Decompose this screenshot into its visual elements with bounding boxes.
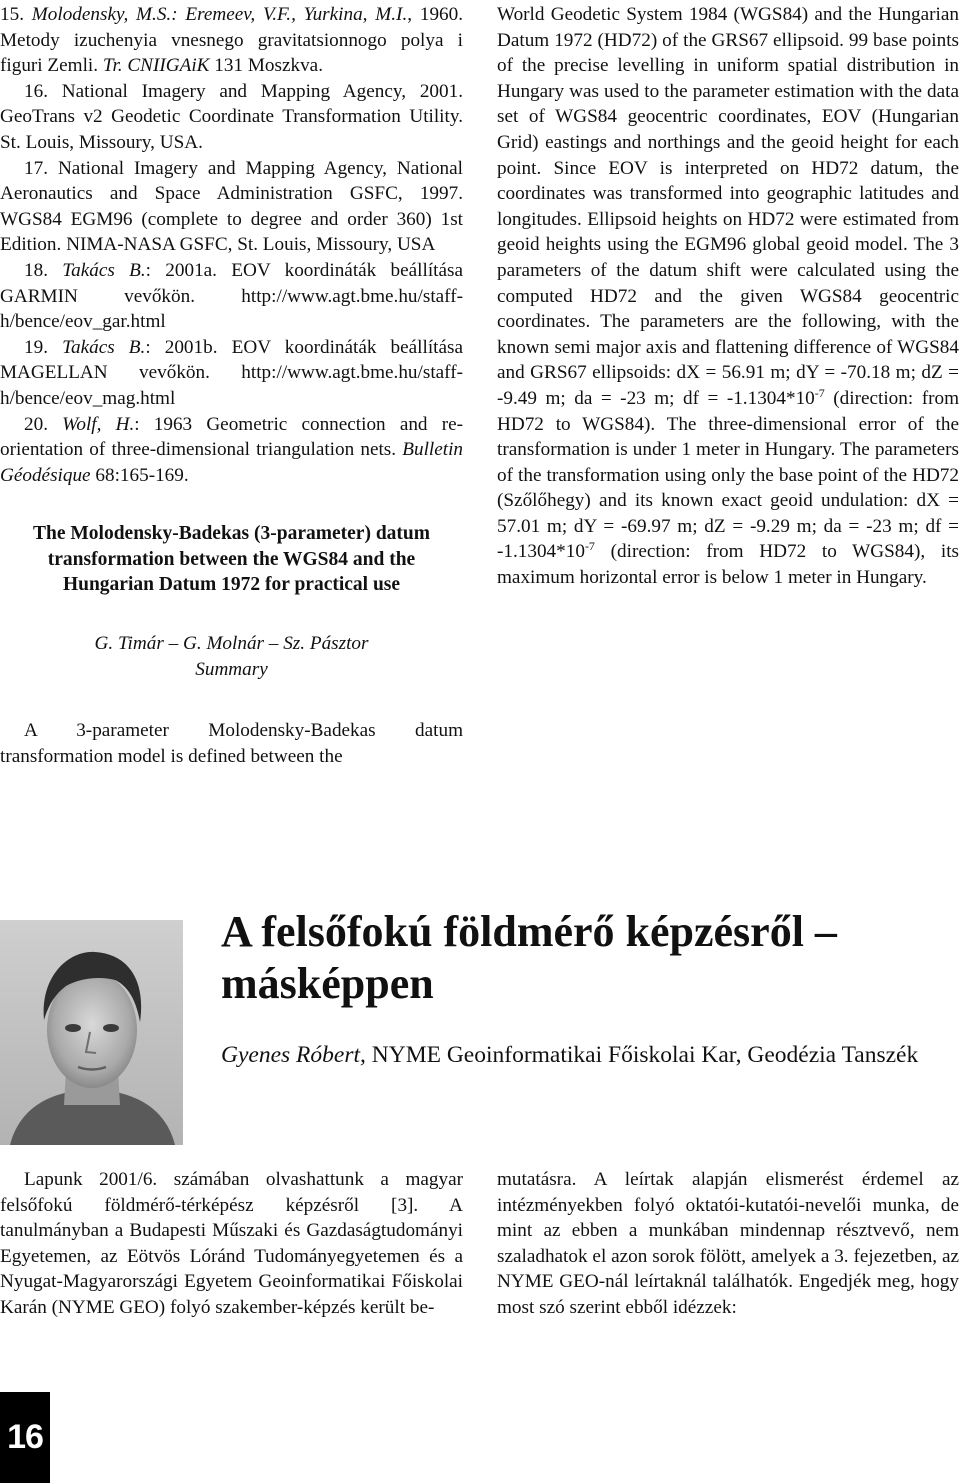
article-body-left — [0, 1167, 463, 1321]
article-body-right — [497, 1167, 959, 1321]
abstract-summary-label: Summary — [195, 658, 268, 680]
article-author: Gyenes Róbert, — [221, 1042, 366, 1068]
abstract-authors: G. Timár – G. Molnár – Sz. Pásztor — [94, 633, 369, 655]
reference-18: 18. Takács B.: 2001a. EOV koordináták beállítása GARMIN vevőkön. http://www.agt.bme.hu/staff-h/bence/eov_gar.html — [0, 259, 463, 333]
abstract-text-continued: World Geodetic System 1984 (WGS84) and the Hungarian Datum 1972 (HD72) of the GRS67 ellipsoid. 99 base points of the precise levelling in uniform spatial distribution in Hungary was used to the parameter estimation with the data set of WGS84 geocentric coordinates, EOV (Hungarian Grid) eastings and northings and the geoid height for each point. Since EOV is interpreted on HD72 datum, the coordinates was transformed into geographic latitudes and longitudes. Ellipsoid heights on HD72 were estimated from geoid heights using the EGM96 global geoid model. The 3 parameters of the datum shift were calculated using the computed HD72 and the given WGS84 geocentric coordinates. The parameters are the following, with the known semi major axis and flattening difference of WGS84 and GRS67 ellipsoids: dX = 56.91 m; dY = -70.18 m; dZ = -9.49 m; da = -23 m; df = $-1.1304*10^{-7}$ (direction: from HD72 to WGS84). The three-dimensional error of the transformation is under 1 meter in Hungary. The parameters of the transformation using only the base point of the HD72 (Szőlőhegy) and its known exact geoid undulation: dX = 57.01 m; dY = -69.97 m; dZ = -9.29 m; da = -23 m; df = $-1.1304*10^{-7}$ (direction: from HD72 to WGS84), its maximum horizontal error is below 1 meter in Hungary. — [497, 4, 959, 589]
page-number: 16 — [0, 1392, 50, 1483]
article-paragraph-1-continued: mutatásra. A leírtak alapján elismerést érdemel az intézményekben folyó oktatói-kutatói-nevelői munka, de mint az ebben a munkában mindennap résztvevő, nem szaladhatok el azon sorok fölött, amelyek a 3. fejezetben, az NYME GEO-nál leírtaknál találhatók. Engedjék meg, hogy most szó szerint ebből idézzek: — [497, 1169, 959, 1318]
reference-16: 16. National Imagery and Mapping Agency, 2001. GeoTrans v2 Geodetic Coordinate Transformation Utility. St. Louis, Missoury, USA. — [0, 80, 463, 153]
portrait-image — [0, 920, 183, 1145]
left-column — [0, 2, 463, 769]
reference-20: 20. Wolf, H.: 1963 Geometric connection and re-orientation of three-dimensional triangulation nets. Bulletin Géodésique 68:165-169. — [0, 413, 463, 486]
abstract-text-start: A 3-parameter Molodensky-Badekas datum transformation model is defined between the — [0, 720, 463, 767]
article-byline — [221, 1038, 941, 1072]
reference-17: 17. National Imagery and Mapping Agency, National Aeronautics and Space Administration GSFC, 1997. WGS84 EGM96 (complete to degree and order 360) 1st Edition. NIMA-NASA GSFC, St. Louis, Missoury, USA — [0, 157, 463, 256]
abstract-title: The Molodensky-Badekas (3-parameter) datum transformation between the WGS84 and the Hungarian Datum 1972 for practical use — [32, 523, 431, 596]
article-title: A felsőfokú földmérő képzésről – másképpen — [221, 907, 837, 1008]
author-photo — [0, 920, 183, 1145]
reference-19: 19. Takács B.: 2001b. EOV koordináták beállítása MAGELLAN vevőkön. http://www.agt.bme.hu/staff-h/bence/eov_mag.html — [0, 336, 463, 409]
article-affiliation: NYME Geoinformatikai Főiskolai Kar, Geodézia Tanszék — [365, 1042, 919, 1068]
right-column — [497, 2, 959, 591]
article-paragraph-1: Lapunk 2001/6. számában olvashattunk a magyar felsőfokú földmérő-térképész képzésről [3]. A tanulmányban a Budapesti Műszaki és Gazdaságtudományi Egyetemen, az Eötvös Lóránd Tudományegyetemen és a Nyugat-Magyarországi Egyetem Geoinformatikai Főiskolai Karán (NYME GEO) folyó szakember-képzés került be- — [0, 1169, 463, 1318]
reference-15: 15. Molodensky, M.S.: Eremeev, V.F., Yurkina, M.I., 1960. Metody izuchenyia vnesnego gravitatsionnogo polya i figuri Zemli. Tr. CNIIGAiK 131 Moszkva. — [0, 4, 464, 77]
